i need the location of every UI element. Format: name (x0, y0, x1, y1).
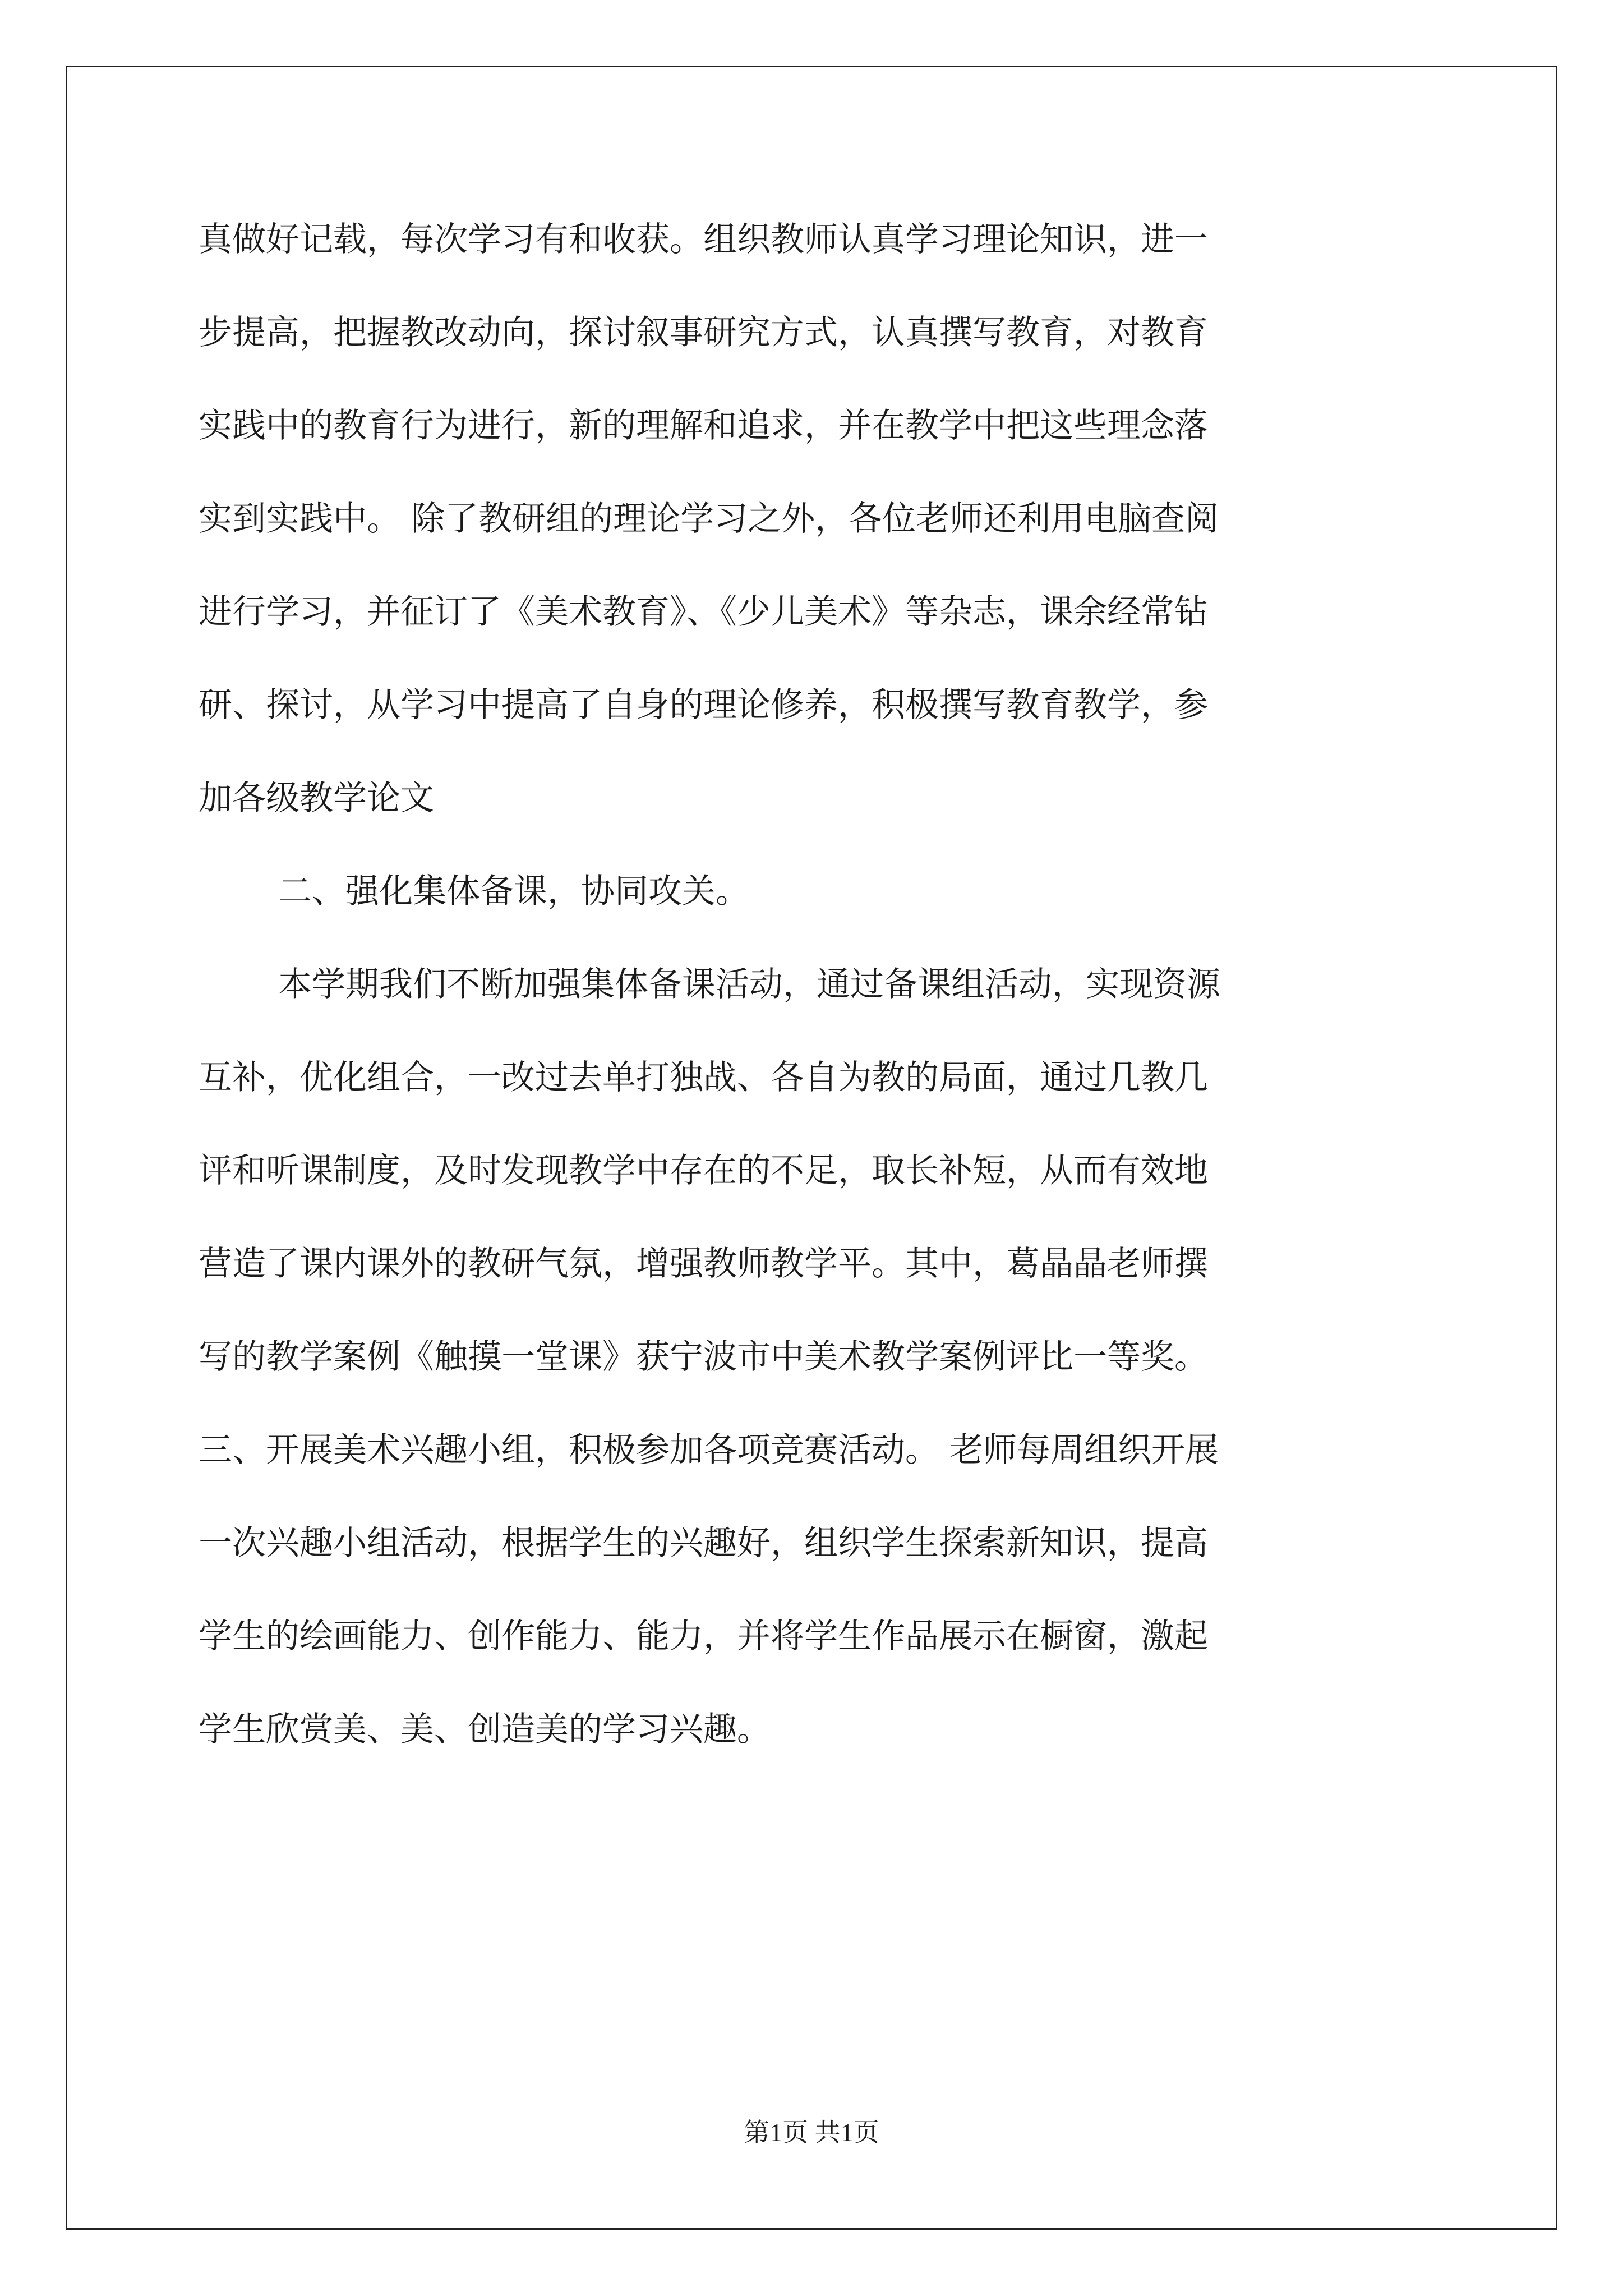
text-line: 步提高，把握教改动向，探讨叙事研究方式，认真撰写教育，对教育 (199, 313, 1208, 352)
paragraph-start: 本学期我们不断加强集体备课活动，通过备课组活动，实现资源 (278, 965, 1220, 1004)
text-line: 学生的绘画能力、创作能力、能力，并将学生作品展示在橱窗，激起 (199, 1617, 1208, 1656)
text-line: 互补，优化组合，一改过去单打独战、各自为教的局面，通过几教几 (199, 1058, 1208, 1097)
text-line: 研、探讨，从学习中提高了自身的理论修养，积极撰写教育教学，参 (199, 685, 1208, 725)
text-line: 进行学习，并征订了《美术教育》、《少儿美术》等杂志，课余经常钻 (199, 592, 1208, 632)
document-body (199, 209, 1432, 1792)
text-line: 学生欣赏美、美、创造美的学习兴趣。 (199, 1710, 771, 1749)
text-line: 评和听课制度，及时发现教学中存在的不足，取长补短，从而有效地 (199, 1151, 1208, 1190)
text-line: 真做好记载，每次学习有和收获。组织教师认真学习理论知识，进一 (199, 220, 1208, 259)
section-heading: 二、强化集体备课，协同攻关。 (278, 872, 749, 911)
page-number: 第1页 共1页 (744, 2118, 879, 2147)
text-line: 加各级教学论文 (199, 779, 434, 818)
text-line: 营造了课内课外的教研气氛，增强教师教学平。其中，葛晶晶老师撰 (199, 1244, 1208, 1283)
text-line: 写的教学案例《触摸一堂课》获宁波市中美术教学案例评比一等奖。 (199, 1337, 1208, 1377)
text-line: 实践中的教育行为进行，新的理解和追求，并在教学中把这些理念落 (199, 406, 1208, 445)
text-line: 一次兴趣小组活动，根据学生的兴趣好，组织学生探索新知识，提高 (199, 1524, 1208, 1563)
section-heading: 三、开展美术兴趣小组，积极参加各项竞赛活动。 老师每周组织开展 (199, 1430, 1219, 1470)
text-line: 实到实践中。 除了教研组的理论学习之外，各位老师还利用电脑查阅 (199, 499, 1219, 539)
